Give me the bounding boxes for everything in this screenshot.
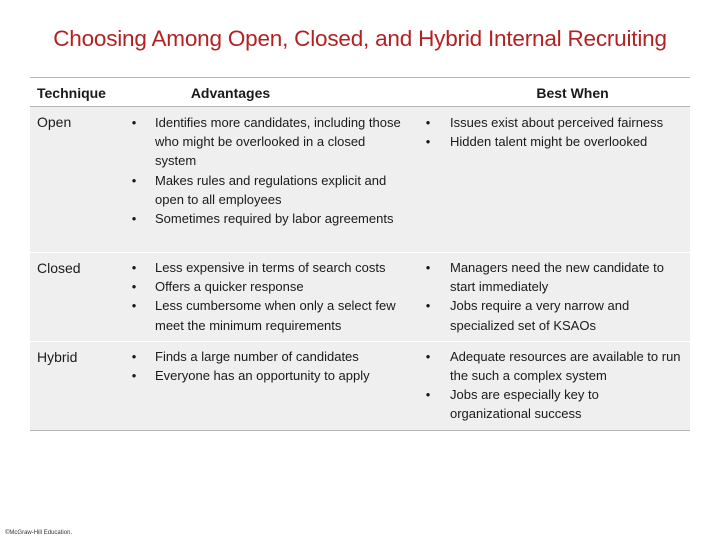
list-item xyxy=(122,347,415,366)
table-header-row xyxy=(30,78,690,107)
bullet-icon: • xyxy=(131,260,137,275)
best-when-list xyxy=(415,258,690,335)
list-item xyxy=(122,209,415,228)
list-item-text: Sometimes required by labor agreements xyxy=(155,211,394,227)
bullet-icon: • xyxy=(131,115,137,130)
list-item-text: Adequate resources are available to run the such a complex system xyxy=(450,348,681,384)
technique-cell: Open xyxy=(30,107,122,253)
bullet-icon: • xyxy=(425,134,431,150)
list-item xyxy=(415,132,690,151)
list-item-text: Finds a large number of candidates xyxy=(155,348,359,364)
list-item-text: Jobs require a very narrow and specialized set of KSAOs xyxy=(450,298,630,333)
best-when-cell xyxy=(415,107,690,253)
best-when-list xyxy=(415,347,690,424)
bullet-icon: • xyxy=(131,368,137,384)
slide-title: Choosing Among Open, Closed, and Hybrid Internal Recruiting xyxy=(53,26,667,51)
bullet-icon: • xyxy=(425,115,431,130)
list-item xyxy=(415,113,690,132)
best-when-cell xyxy=(415,253,690,342)
header-advantages: Advantages xyxy=(122,78,415,107)
technique-cell: Hybrid xyxy=(30,341,122,430)
list-item-text: Hidden talent might be overlooked xyxy=(450,134,648,150)
bullet-icon: • xyxy=(425,298,431,314)
list-item xyxy=(122,296,415,334)
bullet-icon: • xyxy=(131,298,137,314)
list-item-text: Identifies more candidates, including those who might be overlooked in a closed system xyxy=(155,115,401,169)
advantages-list xyxy=(122,347,415,385)
list-item xyxy=(122,113,415,171)
table-row-hybrid xyxy=(30,341,690,430)
best-when-cell xyxy=(415,341,690,430)
copyright-footer: ©McGraw-Hill Education. xyxy=(5,530,73,536)
best-when-list xyxy=(415,113,690,151)
list-item-text: Makes rules and regulations explicit and open to all employees xyxy=(155,172,387,207)
bullet-icon: • xyxy=(131,279,137,295)
list-item xyxy=(122,277,415,296)
recruiting-table-container xyxy=(30,77,690,431)
advantages-cell xyxy=(122,341,415,430)
list-item-text: Everyone has an opportunity to apply xyxy=(155,368,370,384)
bullet-icon: • xyxy=(425,387,431,403)
list-item xyxy=(415,258,690,296)
technique-cell: Closed xyxy=(30,253,122,342)
bullet-icon: • xyxy=(131,348,137,364)
list-item-text: Less cumbersome when only a select few meet the minimum requirements xyxy=(155,298,396,333)
table-row-closed xyxy=(30,253,690,342)
bullet-icon: • xyxy=(425,348,431,364)
list-item xyxy=(122,171,415,209)
advantages-list xyxy=(122,113,415,228)
recruiting-comparison-table xyxy=(30,77,690,431)
list-item xyxy=(415,385,690,423)
list-item xyxy=(122,258,415,277)
advantages-list xyxy=(122,258,415,335)
list-item-text: Managers need the new candidate to start immediately xyxy=(450,260,664,295)
table-row-open xyxy=(30,107,690,253)
list-item-text: Offers a quicker response xyxy=(155,279,304,295)
advantages-cell xyxy=(122,253,415,342)
advantages-cell xyxy=(122,107,415,253)
bullet-icon: • xyxy=(131,211,137,227)
header-technique: Technique xyxy=(30,78,122,107)
list-item xyxy=(415,347,690,385)
list-item-text: Jobs are especially key to organizational success xyxy=(450,387,599,422)
header-best-when: Best When xyxy=(415,78,690,107)
list-item-text: Issues exist about perceived fairness xyxy=(450,115,664,130)
list-item xyxy=(122,366,415,385)
bullet-icon: • xyxy=(131,172,137,188)
bullet-icon: • xyxy=(425,260,431,275)
list-item xyxy=(415,296,690,334)
list-item-text: Less expensive in terms of search costs xyxy=(155,260,386,275)
